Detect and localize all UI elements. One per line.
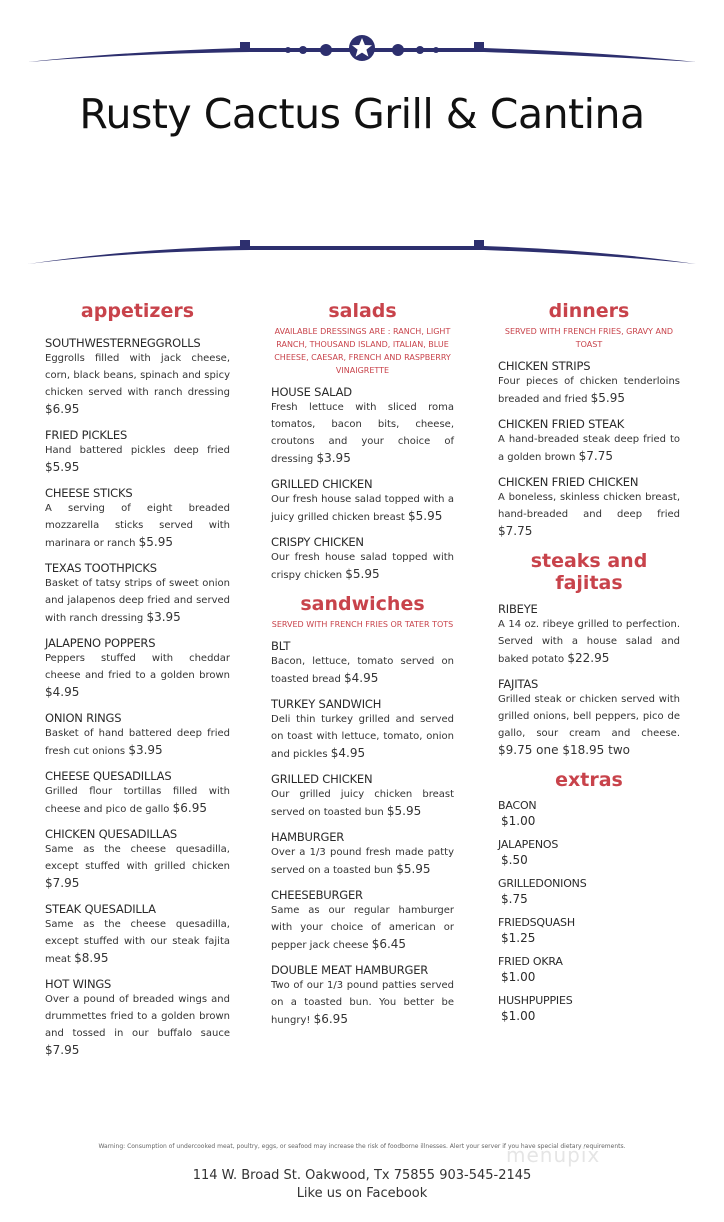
item-name: CHEESE STICKS xyxy=(45,486,133,500)
item-name: CHEESE QUESADILLAS xyxy=(45,769,172,783)
item-price: $5.95 xyxy=(138,535,174,549)
extra-item xyxy=(498,838,680,869)
item-price: $3.95 xyxy=(128,743,163,757)
bottom-ornamental-divider xyxy=(0,232,724,272)
menu-item xyxy=(45,561,230,627)
item-name: FAJITAS xyxy=(498,677,539,691)
steaks-list xyxy=(498,602,680,760)
extras-title: extras xyxy=(555,769,623,791)
menu-column-middle xyxy=(271,300,454,1038)
salads-note: AVAILABLE DRESSINGS ARE : RANCH, LIGHT RANCH, THOUSAND ISLAND, ITALIAN, BLUE CHEESE, CAESAR, FRENCH AND RASPBERRY VINAIGRETTE xyxy=(274,327,451,375)
item-name: SOUTHWESTERNEGGROLLS xyxy=(45,336,201,350)
item-price: $3.95 xyxy=(146,610,181,624)
item-price: $7.95 xyxy=(45,1043,80,1057)
item-desc: A hand-breaded steak deep fried to a golden brown xyxy=(498,434,680,463)
restaurant-name: Rusty Cactus Grill & Cantina xyxy=(79,90,645,138)
menu-item xyxy=(45,977,230,1060)
item-price: $6.95 xyxy=(313,1012,348,1026)
item-price: $4.95 xyxy=(330,746,366,760)
menu-item xyxy=(45,336,230,419)
extras-section xyxy=(498,769,680,1025)
item-price: $3.95 xyxy=(316,451,351,465)
item-desc: Basket of tatsy strips of sweet onion and jalapenos deep fried and served with ranch dressing xyxy=(45,578,230,624)
item-name: RIBEYE xyxy=(498,602,538,616)
item-desc: Our fresh house salad topped with crispy chicken xyxy=(271,552,454,581)
item-name: CRISPY CHICKEN xyxy=(271,535,364,549)
item-name: CHICKEN STRIPS xyxy=(498,359,591,373)
menu-item xyxy=(45,769,230,818)
item-price: $7.75 xyxy=(498,524,533,538)
item-desc: A boneless, skinless chicken breast, hand-breaded and deep fried xyxy=(498,492,680,520)
sandwiches-section xyxy=(271,593,454,1029)
item-name: CHICKEN FRIED STEAK xyxy=(498,417,625,431)
menu-item xyxy=(271,535,454,584)
extra-item xyxy=(498,799,680,830)
item-desc: Our fresh house salad topped with a juicy grilled chicken breast xyxy=(271,494,454,523)
salads-title: salads xyxy=(328,300,397,322)
item-name: TEXAS TOOTHPICKS xyxy=(45,561,157,575)
restaurant-address: 114 W. Broad St. Oakwood, Tx 75855 903-545-2145 xyxy=(192,1168,532,1183)
extra-item xyxy=(498,877,680,908)
menupix-watermark: menupix xyxy=(506,1143,601,1167)
item-desc: Over a pound of breaded wings and drummettes fried to a golden brown and tossed in our buffalo sauce xyxy=(45,994,230,1039)
item-name: BACON xyxy=(498,799,537,812)
item-name: HOUSE SALAD xyxy=(271,385,352,399)
appetizers-title: appetizers xyxy=(80,300,195,322)
facebook-link[interactable]: Like us on Facebook xyxy=(296,1186,428,1201)
item-desc: Eggrolls filled with jack cheese, corn, black beans, spinach and spicy chicken served with ranch dressing xyxy=(45,353,230,398)
item-name: GRILLED CHICKEN xyxy=(271,477,373,491)
item-name: TURKEY SANDWICH xyxy=(271,697,382,711)
menu-item xyxy=(45,636,230,702)
item-price: $1.00 xyxy=(501,1009,536,1023)
item-name: GRILLEDONIONS xyxy=(498,877,587,890)
extra-item xyxy=(498,994,680,1025)
item-price: $1.25 xyxy=(501,931,536,945)
menu-item xyxy=(498,359,680,408)
menu-item xyxy=(271,639,454,688)
menu-item xyxy=(45,428,230,477)
item-desc: Basket of hand battered deep fried fresh cut onions xyxy=(45,728,230,757)
item-name: GRILLED CHICKEN xyxy=(271,772,373,786)
item-name: CHICKEN FRIED CHICKEN xyxy=(498,475,639,489)
item-desc: Same as the cheese quesadilla, except stuffed with grilled chicken xyxy=(45,844,230,872)
item-price: $22.95 xyxy=(567,651,610,665)
dinners-title: dinners xyxy=(548,300,630,322)
item-price: $8.95 xyxy=(74,951,109,965)
item-desc: A serving of eight breaded mozzarella sticks served with marinara or ranch xyxy=(45,503,230,549)
item-price: $.75 xyxy=(501,892,528,906)
steaks-section xyxy=(498,550,680,760)
item-name: FRIED OKRA xyxy=(498,955,563,968)
item-name: DOUBLE MEAT HAMBURGER xyxy=(271,963,429,977)
item-desc: Two of our 1/3 pound patties served on a toasted bun. You better be hungry! xyxy=(271,980,454,1026)
menu-item xyxy=(271,888,454,954)
menu-item xyxy=(498,475,680,541)
item-name: CHEESEBURGER xyxy=(271,888,363,902)
menu-item xyxy=(498,602,680,668)
item-name: STEAK QUESADILLA xyxy=(45,902,156,916)
item-name: FRIEDSQUASH xyxy=(498,916,575,929)
item-price: $7.75 xyxy=(578,449,613,463)
item-price: $6.95 xyxy=(45,402,80,416)
item-price: $5.95 xyxy=(590,391,625,405)
menu-item xyxy=(271,477,454,526)
item-name: HOT WINGS xyxy=(45,977,112,991)
item-desc: A 14 oz. ribeye grilled to perfection. Served with a house salad and baked potato xyxy=(498,619,680,665)
item-price: $5.95 xyxy=(386,804,422,818)
item-desc: Deli thin turkey grilled and served on toast with lettuce, tomato, onion and pickles xyxy=(271,714,454,760)
menu-item xyxy=(271,830,454,879)
item-price: $9.75 one $18.95 two xyxy=(498,743,630,757)
food-safety-warning: Warning: Consumption of undercooked meat, poultry, eggs, or seafood may increase the risk of foodborne illnesses. Alert your server if you have special dietary requirements. xyxy=(98,1143,626,1150)
steaks-title: steaks and fajitas xyxy=(530,550,648,594)
item-desc: Hand battered pickles deep fried xyxy=(45,445,230,456)
item-desc: Grilled steak or chicken served with grilled onions, bell peppers, pico de gallo, sour cream and cheese. xyxy=(498,694,680,739)
sandwiches-list xyxy=(271,639,454,1029)
item-name: CHICKEN QUESADILLAS xyxy=(45,827,177,841)
item-desc: Four pieces of chicken tenderloins breaded and fried xyxy=(498,376,680,405)
sandwiches-title: sandwiches xyxy=(300,593,425,615)
item-name: HAMBURGER xyxy=(271,830,345,844)
item-desc: Peppers stuffed with cheddar cheese and fried to a golden brown xyxy=(45,653,230,681)
item-price: $1.00 xyxy=(501,814,536,828)
item-price: $6.45 xyxy=(371,937,407,951)
item-price: $5.95 xyxy=(396,862,431,876)
menu-item xyxy=(271,697,454,763)
salads-list xyxy=(271,385,454,584)
item-desc: Fresh lettuce with sliced roma tomatos, bacon bits, cheese, croutons and your choice of dressing xyxy=(271,402,454,465)
menu-item xyxy=(498,677,680,760)
item-desc: Over a 1/3 pound fresh made patty served on a toasted bun xyxy=(271,847,454,876)
item-name: BLT xyxy=(271,639,291,653)
item-desc: Grilled flour tortillas filled with cheese and pico de gallo xyxy=(45,786,230,815)
menu-column-right xyxy=(498,300,680,1033)
item-name: HUSHPUPPIES xyxy=(498,994,573,1007)
extra-item xyxy=(498,916,680,947)
menu-item xyxy=(45,486,230,552)
menu-item xyxy=(271,772,454,821)
item-price: $6.95 xyxy=(172,801,207,815)
appetizers-list xyxy=(45,336,230,1060)
item-name: JALAPENOS xyxy=(498,838,559,851)
menu-column-left xyxy=(45,300,230,1069)
item-desc: Bacon, lettuce, tomato served on toasted bread xyxy=(271,656,454,685)
item-name: JALAPENO POPPERS xyxy=(45,636,156,650)
item-price: $1.00 xyxy=(501,970,536,984)
extras-list xyxy=(498,799,680,1025)
dinners-list xyxy=(498,359,680,541)
extra-item xyxy=(498,955,680,986)
menu-item xyxy=(45,711,230,760)
dinners-note: SERVED WITH FRENCH FRIES, GRAVY AND TOAST xyxy=(504,327,674,349)
sandwiches-note: SERVED WITH FRENCH FRIES OR TATER TOTS xyxy=(271,620,454,629)
item-desc: Same as our regular hamburger with your choice of american or pepper jack cheese xyxy=(271,905,454,951)
item-name: FRIED PICKLES xyxy=(45,428,128,442)
item-price: $5.95 xyxy=(408,509,443,523)
item-price: $5.95 xyxy=(345,567,380,581)
menu-item xyxy=(271,963,454,1029)
item-price: $4.95 xyxy=(344,671,379,685)
item-desc: Same as the cheese quesadilla, except stuffed with our steak fajita meat xyxy=(45,919,230,965)
item-price: $.50 xyxy=(501,853,528,867)
menu-item xyxy=(498,417,680,466)
menu-item xyxy=(45,827,230,893)
menu-item xyxy=(271,385,454,468)
item-price: $4.95 xyxy=(45,685,80,699)
item-price: $7.95 xyxy=(45,876,80,890)
item-price: $5.95 xyxy=(45,460,80,474)
item-desc: Our grilled juicy chicken breast served on toasted bun xyxy=(271,789,454,818)
top-ornamental-divider xyxy=(0,30,724,70)
item-name: ONION RINGS xyxy=(45,711,122,725)
menu-item xyxy=(45,902,230,968)
